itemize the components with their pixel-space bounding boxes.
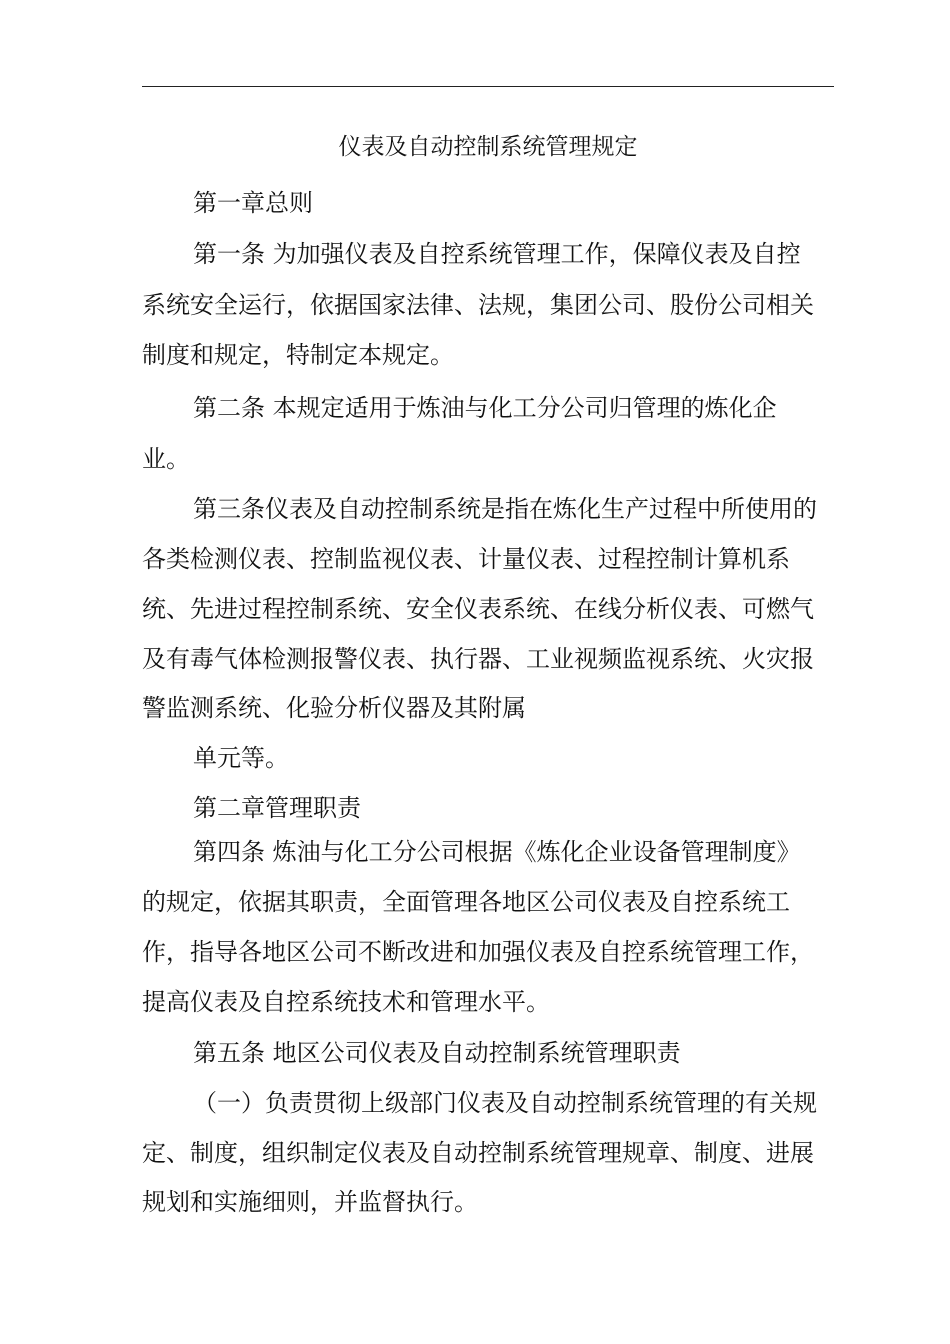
article-2-line-2: 业。 (142, 445, 190, 473)
article-1-line-1: 第一条 为加强仪表及自控系统管理工作，保障仪表及自控 (193, 240, 801, 268)
article-3-line-1: 第三条仪表及自动控制系统是指在炼化生产过程中所使用的 (193, 495, 817, 523)
article-5-item-1-line-2: 定、制度，组织制定仪表及自动控制系统管理规章、制度、进展 (142, 1139, 814, 1167)
article-2-line-1: 第二条 本规定适用于炼油与化工分公司归管理的炼化企 (193, 394, 777, 422)
article-5-item-1-line-3: 规划和实施细则，并监督执行。 (142, 1188, 478, 1216)
chapter-1-heading: 第一章总则 (193, 189, 313, 217)
article-4-line-3: 作，指导各地区公司不断改进和加强仪表及自控系统管理工作， (142, 938, 814, 966)
chapter-2-heading: 第二章管理职责 (193, 794, 361, 822)
document-title: 仪表及自动控制系统管理规定 (338, 134, 638, 160)
article-5-item-1-line-1: （一）负责贯彻上级部门仪表及自动控制系统管理的有关规 (193, 1089, 817, 1117)
article-1-line-3: 制度和规定，特制定本规定。 (142, 341, 454, 369)
article-5-heading: 第五条 地区公司仪表及自动控制系统管理职责 (193, 1039, 681, 1067)
article-3-line-3: 统、先进过程控制系统、安全仪表系统、在线分析仪表、可燃气 (142, 595, 814, 623)
article-1-line-2: 系统安全运行，依据国家法律、法规，集团公司、股份公司相关 (142, 291, 814, 319)
header-rule (142, 86, 834, 87)
article-3-line-4: 及有毒气体检测报警仪表、执行器、工业视频监视系统、火灾报 (142, 645, 814, 673)
article-4-line-4: 提高仪表及自控系统技术和管理水平。 (142, 988, 550, 1016)
article-4-line-1: 第四条 炼油与化工分公司根据《炼化企业设备管理制度》 (193, 838, 801, 866)
article-4-line-2: 的规定，依据其职责，全面管理各地区公司仪表及自控系统工 (142, 888, 790, 916)
article-3-line-5: 警监测系统、化验分析仪器及其附属 (142, 694, 526, 722)
article-3-line-2: 各类检测仪表、控制监视仪表、计量仪表、过程控制计算机系 (142, 545, 790, 573)
article-3-line-6: 单元等。 (193, 744, 289, 772)
